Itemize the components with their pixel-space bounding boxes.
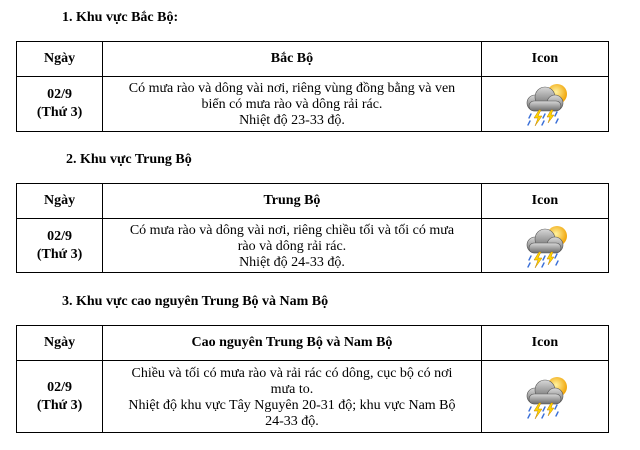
date-text: 02/9 bbox=[47, 379, 73, 395]
header-icon: Icon bbox=[481, 184, 608, 219]
forecast-line: Có mưa rào và dông vài nơi, riêng chiều tối và tối có mưa bbox=[129, 222, 455, 238]
forecast-line: Có mưa rào và dông vài nơi, riêng vùng đồng bằng và ven bbox=[128, 81, 456, 96]
table-header-row bbox=[17, 184, 609, 219]
header-region: Trung Bộ bbox=[103, 184, 482, 219]
header-day: Ngày bbox=[17, 184, 103, 219]
table-header-row bbox=[17, 326, 609, 361]
forecast-line: biển có mưa rào và dông rải rác. bbox=[201, 97, 383, 112]
forecast-line: mưa to. bbox=[270, 381, 314, 397]
forecast-table-trung-bo bbox=[16, 183, 609, 273]
header-icon: Icon bbox=[481, 42, 608, 77]
forecast-line: Nhiệt độ 23-33 độ. bbox=[239, 113, 345, 128]
icon-cell bbox=[481, 77, 608, 132]
forecast-table-bac-bo bbox=[16, 41, 609, 132]
forecast-line: Nhiệt độ khu vực Tây Nguyên 20-31 độ; khu vực Nam Bộ bbox=[128, 397, 456, 413]
thunderstorm-sun-icon bbox=[521, 81, 569, 127]
forecast-line: Chiều và tối có mưa rào và rải rác có dông, cục bộ có nơi bbox=[131, 365, 453, 381]
forecast-description bbox=[103, 219, 482, 273]
table-row bbox=[17, 361, 609, 433]
date-text: 02/9 bbox=[47, 87, 73, 102]
icon-cell bbox=[481, 219, 608, 273]
forecast-description bbox=[103, 77, 482, 132]
table-header-row bbox=[17, 42, 609, 77]
weekday-text: (Thứ 3) bbox=[36, 246, 83, 262]
header-icon: Icon bbox=[481, 326, 608, 361]
header-region: Cao nguyên Trung Bộ và Nam Bộ bbox=[103, 326, 482, 361]
thunderstorm-sun-icon bbox=[521, 223, 569, 269]
header-region: Bắc Bộ bbox=[103, 42, 482, 77]
forecast-line: 24-33 độ. bbox=[265, 413, 319, 429]
weekday-text: (Thứ 3) bbox=[36, 397, 83, 413]
day-cell bbox=[17, 219, 103, 273]
weekday-text: (Thứ 3) bbox=[36, 105, 83, 120]
forecast-description bbox=[103, 361, 482, 433]
forecast-line: Nhiệt độ 24-33 độ. bbox=[239, 254, 345, 270]
day-cell bbox=[17, 77, 103, 132]
forecast-line: rào và dông rải rác. bbox=[237, 238, 347, 254]
date-text: 02/9 bbox=[47, 228, 73, 244]
icon-cell bbox=[481, 361, 608, 433]
section-title-bac-bo: 1. Khu vực Bắc Bộ: bbox=[62, 10, 179, 25]
day-cell bbox=[17, 361, 103, 433]
header-day: Ngày bbox=[17, 326, 103, 361]
section-title-tay-nguyen-nam-bo: 3. Khu vực cao nguyên Trung Bộ và Nam Bộ bbox=[62, 294, 329, 309]
table-row bbox=[17, 77, 609, 132]
header-day: Ngày bbox=[17, 42, 103, 77]
table-row bbox=[17, 219, 609, 273]
thunderstorm-sun-icon bbox=[521, 374, 569, 420]
section-title-trung-bo: 2. Khu vực Trung Bộ bbox=[66, 152, 192, 167]
forecast-table-tay-nguyen-nam-bo bbox=[16, 325, 609, 433]
